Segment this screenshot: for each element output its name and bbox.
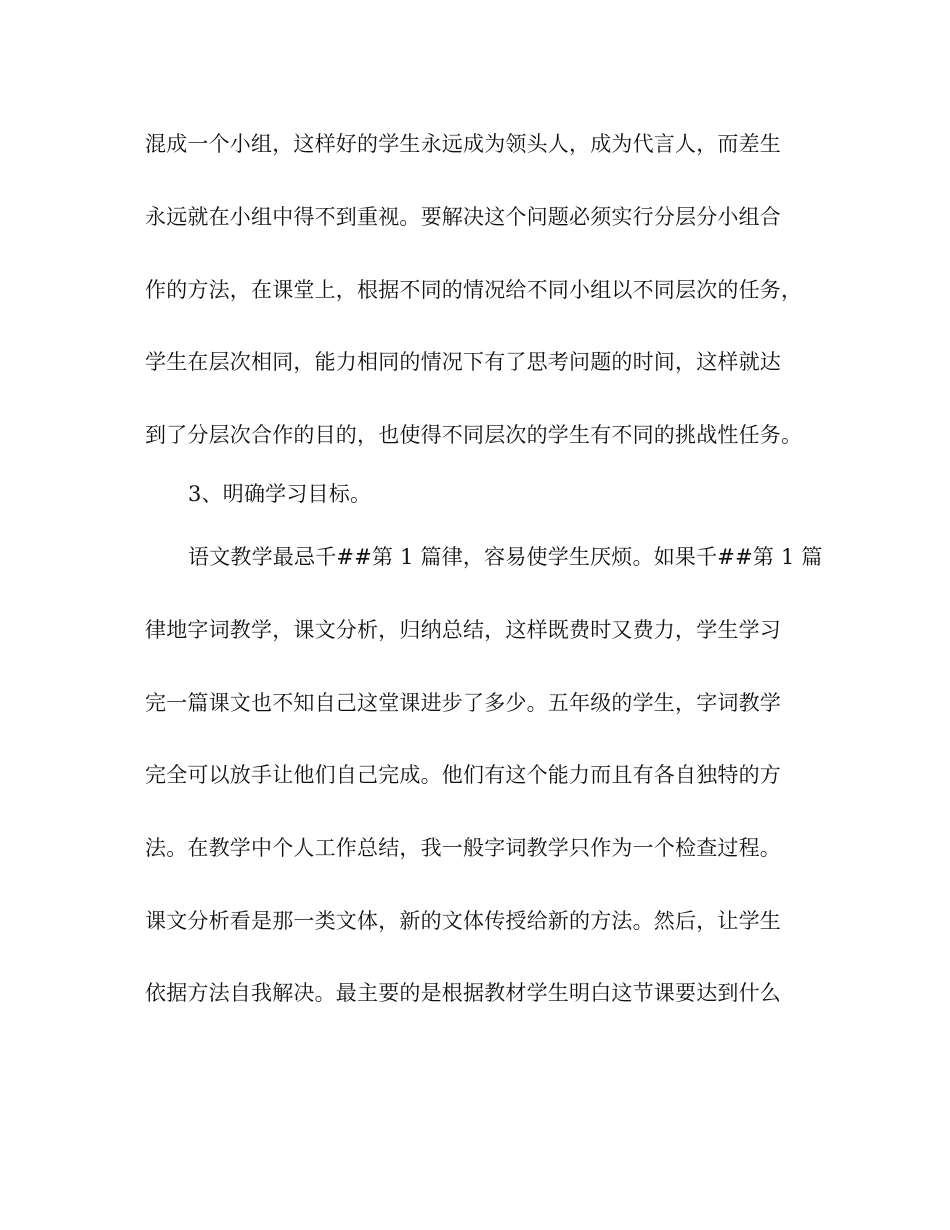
paragraph-line: 学生在层次相同，能力相同的情况下有了思考问题的时间，这样就达	[145, 350, 781, 374]
paragraph-line: 语文教学最忌千##第 1 篇律，容易使学生厌烦。如果千##第 1 篇	[188, 545, 823, 569]
paragraph-line: 永远就在小组中得不到重视。要解决这个问题必须实行分层分小组合	[145, 205, 781, 229]
paragraph-line: 课文分析看是那一类文体，新的文体传授给新的方法。然后，让学生	[145, 909, 781, 933]
paragraph-line: 作的方法，在课堂上，根据不同的情况给不同小组以不同层次的任务，	[145, 278, 803, 302]
paragraph-line: 到了分层次合作的目的，也使得不同层次的学生有不同的挑战性任务。	[145, 423, 803, 447]
paragraph-line: 法。在教学中个人工作总结，我一般字词教学只作为一个检查过程。	[145, 836, 781, 860]
paragraph-line: 依据方法自我解决。最主要的是根据教材学生明白这节课要达到什么	[145, 981, 781, 1005]
paragraph-line: 混成一个小组，这样好的学生永远成为领头人，成为代言人，而差生	[145, 132, 781, 156]
paragraph-line: 律地字词教学，课文分析，归纳总结，这样既费时又费力，学生学习	[145, 618, 781, 642]
paragraph-line: 完全可以放手让他们自己完成。他们有这个能力而且有各自独特的方	[145, 763, 781, 787]
section-heading: 3、明确学习目标。	[188, 482, 372, 506]
paragraph-line: 完一篇课文也不知自己这堂课进步了多少。五年级的学生，字词教学	[145, 691, 781, 715]
